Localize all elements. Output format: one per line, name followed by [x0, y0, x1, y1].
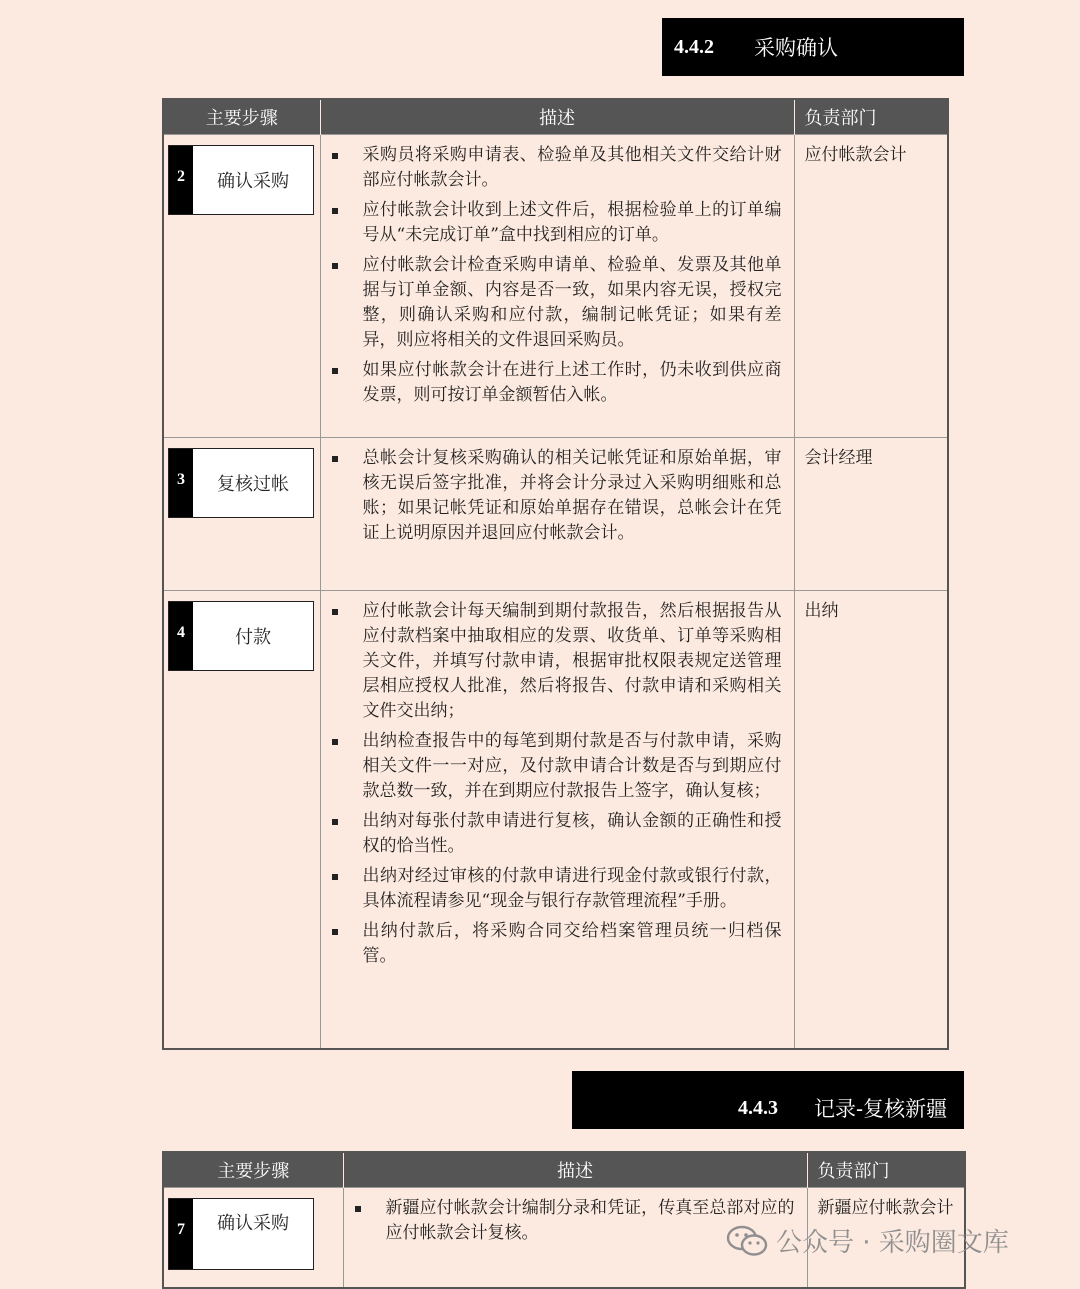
step-box — [168, 1198, 314, 1270]
department-cell — [794, 135, 948, 438]
table-header-row — [163, 99, 948, 135]
step-number: 7 — [169, 1199, 193, 1269]
procedure-table-4-4-2 — [162, 98, 949, 1050]
section-heading-4-4-2 — [662, 18, 964, 76]
header-department: 负责部门 — [807, 1152, 965, 1188]
step-cell — [163, 1188, 343, 1288]
department-cell — [794, 438, 948, 591]
bullet-item: 新疆应付帐款会计编制分录和凭证，传真至总部对应的应付帐款会计复核。 — [344, 1196, 795, 1246]
section-heading-4-4-3 — [572, 1071, 964, 1129]
description-cell — [320, 591, 794, 1049]
step-cell — [163, 591, 320, 1049]
procedure-table-4-4-3 — [162, 1151, 966, 1289]
step-box — [168, 448, 314, 518]
step-label: 复核过帐 — [217, 474, 289, 495]
bullet-item: 出纳检查报告中的每笔到期付款是否与付款申请，采购相关文件一一对应，及付款申请合计数是否与到期应付款总数一致，并在到期应付款报告上签字，确认复核； — [321, 729, 782, 804]
step-cell — [163, 438, 320, 591]
bullet-item: 如果应付帐款会计在进行上述工作时，仍未收到供应商发票，则可按订单金额暂估入帐。 — [321, 358, 782, 408]
header-steps: 主要步骤 — [163, 1152, 343, 1188]
header-description: 描述 — [320, 99, 794, 135]
department-name: 应付帐款会计 — [804, 145, 907, 165]
wechat-icon — [726, 1224, 768, 1258]
section-number: 4.4.3 — [738, 1096, 778, 1119]
step-label: 确认采购 — [217, 1213, 289, 1234]
step-box — [168, 601, 314, 671]
bullet-item: 总帐会计复核采购确认的相关记帐凭证和原始单据，审核无误后签字批准，并将会计分录过入采购明细账和总账；如果记帐凭证和原始单据存在错误，总帐会计在凭证上说明原因并退回应付帐款会计。 — [321, 446, 782, 546]
table-header-row — [163, 1152, 965, 1188]
department-cell — [794, 591, 948, 1049]
bullet-item: 应付帐款会计每天编制到期付款报告，然后根据报告从应付款档案中抽取相应的发票、收货单、订单等采购相关文件，并填写付款申请，根据审批权限表规定送管理层相应授权人批准，然后将报告、付款申请和采购相关文件交出纳； — [321, 599, 782, 724]
bullet-item: 出纳对每张付款申请进行复核，确认金额的正确性和授权的恰当性。 — [321, 809, 782, 859]
step-number: 3 — [169, 449, 193, 517]
department-name: 会计经理 — [804, 448, 873, 468]
table-row — [163, 438, 948, 591]
step-label: 确认采购 — [217, 171, 289, 192]
department-name: 出纳 — [804, 601, 839, 621]
step-number: 4 — [169, 602, 193, 670]
bullet-item: 出纳对经过审核的付款申请进行现金付款或银行付款，具体流程请参见“现金与银行存款管理流程”手册。 — [321, 864, 782, 914]
bullet-list — [321, 135, 794, 408]
step-label: 付款 — [235, 627, 271, 648]
bullet-item: 应付帐款会计收到上述文件后，根据检验单上的订单编号从“未完成订单”盒中找到相应的订单。 — [321, 198, 782, 248]
step-cell — [163, 135, 320, 438]
bullet-item: 采购员将采购申请表、检验单及其他相关文件交给计财部应付帐款会计。 — [321, 143, 782, 193]
department-name: 新疆应付帐款会计 — [817, 1198, 954, 1218]
header-steps: 主要步骤 — [163, 99, 320, 135]
header-description: 描述 — [343, 1152, 807, 1188]
step-box — [168, 145, 314, 215]
section-title: 采购确认 — [754, 36, 838, 60]
section-title: 记录-复核新疆 — [814, 1097, 948, 1121]
description-cell — [320, 135, 794, 438]
section-number: 4.4.2 — [674, 35, 714, 58]
watermark-text: 公众号 · 采购圈文库 — [776, 1228, 1009, 1258]
bullet-item: 应付帐款会计检查采购申请单、检验单、发票及其他单据与订单金额、内容是否一致，如果内容无误，授权完整，则确认采购和应付款，编制记帐凭证；如果有差异，则应将相关的文件退回采购员。 — [321, 253, 782, 353]
watermark — [726, 1222, 1009, 1259]
step-number: 2 — [169, 146, 193, 214]
description-cell — [320, 438, 794, 591]
bullet-item: 出纳付款后，将采购合同交给档案管理员统一归档保管。 — [321, 919, 782, 969]
bullet-list — [321, 591, 794, 969]
table-row — [163, 135, 948, 438]
bullet-list — [321, 438, 794, 546]
header-department: 负责部门 — [794, 99, 948, 135]
table-row — [163, 591, 948, 1049]
